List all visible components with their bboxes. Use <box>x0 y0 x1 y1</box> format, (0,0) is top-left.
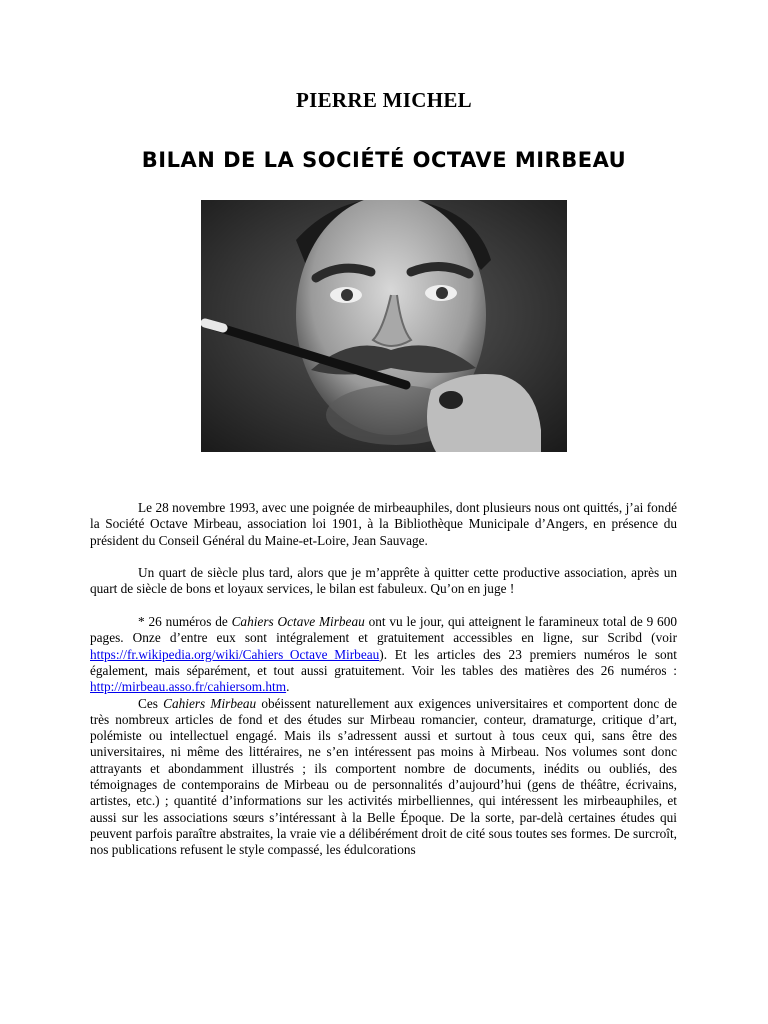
paragraph-contents <box>90 696 677 859</box>
text-segment: obéissent naturellement aux exigences universitaires et comportent donc de très nombreux articles de fond et des études sur Mirbeau romancier, conteur, dramaturge, critique d’art, polémiste ou intellectuel engagé. Mais ils s’adressent aussi et surtout à tous ceux qui, sans être des universitaires, ni même des littéraires, ne s’en intéressent pas moins à Mirbeau. Nos volumes sont donc attrayants et abondamment illustrés ; ils comportent nombre de documents, inédits ou oubliés, des témoignages de contemporains de Mirbeau ou de personnalités d’aujourd’hui (gens de théâtre, écrivains, artistes, etc.) ; quantité d’informations sur les activités mirbelliennes, qui intéressent les mirbeauphiles, et aussi sur les associations sœurs s’intéressant à la Belle Époque. De la sorte, par-delà certaines études qui peuvent parfois paraître abstraites, la vraie vie a délibérément droit de cité sous toutes ses formes. De surcroît, nos publications refusent le style compassé, les édulcorations <box>90 695 677 858</box>
publication-title: Cahiers Mirbeau <box>163 695 257 711</box>
paragraph-summary: Un quart de siècle plus tard, alors que je m’apprête à quitter cette productive association, après un quart de siècle de bons et loyaux services, le bilan est fabuleux. Qu’on en juge ! <box>90 565 677 597</box>
wikipedia-link[interactable]: https://fr.wikipedia.org/wiki/Cahiers_Octave_Mirbeau <box>90 646 380 662</box>
document-title: BILAN DE LA SOCIÉTÉ OCTAVE MIRBEAU <box>141 148 627 172</box>
tables-link[interactable]: http://mirbeau.asso.fr/cahiersom.htm <box>90 679 287 695</box>
article-body <box>90 500 677 859</box>
paragraph-cahiers <box>90 614 677 695</box>
publication-title: Cahiers Octave Mirbeau <box>231 614 365 630</box>
author-name: PIERRE MICHEL <box>295 88 472 112</box>
text-segment: * 26 numéros de <box>138 614 232 630</box>
paragraph-founding: Le 28 novembre 1993, avec une poignée de mirbeauphiles, dont plusieurs nous ont quittés, j’ai fondé la Société Octave Mirbeau, association loi 1901, à la Bibliothèque Municipale d’Angers, en présence du président du Conseil Général du Maine-et-Loire, Jean Sauvage. <box>90 500 677 548</box>
text-segment: ont vu le jour, qui atteignent le faramineux total de 9 600 pages. Onze d’entre eux sont intégralement et gratuitement accessibles en ligne, sur Scribd (voir <box>90 614 678 646</box>
text-segment: . <box>286 679 290 695</box>
author-portrait-photo <box>201 200 567 452</box>
text-segment: ). Et les articles des 23 premiers numéros le sont également, mais séparément, et tout aussi gratuitement. Voir les tables des matières des 26 numéros : <box>90 646 677 678</box>
text-segment: Ces <box>138 695 164 711</box>
